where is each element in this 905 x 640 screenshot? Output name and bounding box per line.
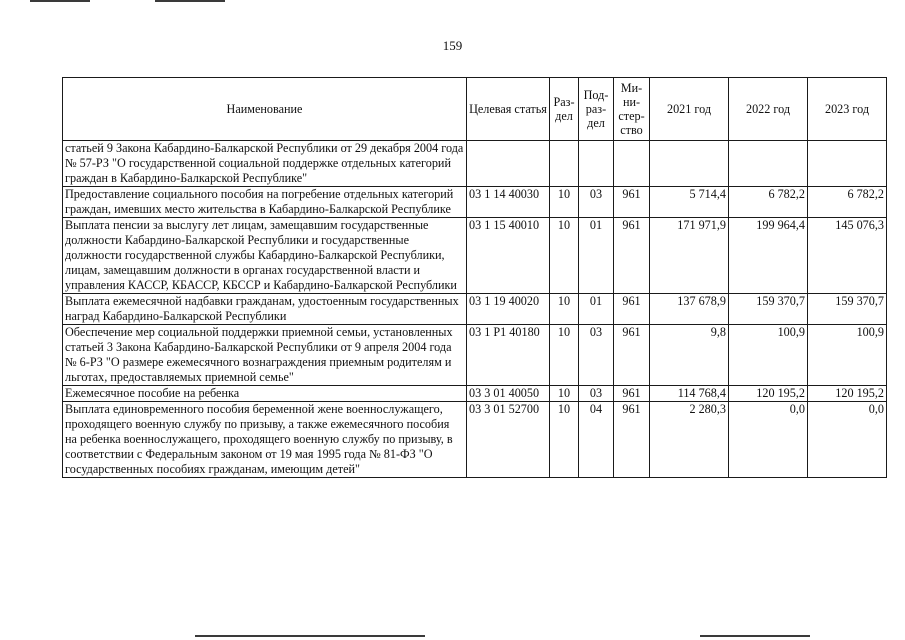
row-subsection: 04 (579, 402, 614, 478)
row-name: Выплата единовременного пособия беременной жене военнослужащего, проходящего военную службу по призыву, а также ежемесячного пособия на ребенка военнослужащего, проходящего военную службу по призыву, в соответствии с Федеральным законом от 19 мая 1995 года № 81-ФЗ "О государственных пособиях гражданам, имеющим детей" (63, 402, 467, 478)
row-2022: 100,9 (729, 325, 808, 386)
header-2022: 2022 год (729, 78, 808, 141)
row-target: 03 1 14 40030 (467, 187, 550, 218)
row-2021: 9,8 (650, 325, 729, 386)
row-target: 03 3 01 40050 (467, 386, 550, 402)
row-name: Выплата ежемесячной надбавки гражданам, удостоенным государственных наград Кабардино-Балкарской Республики (63, 294, 467, 325)
row-section: 10 (550, 402, 579, 478)
row-2021: 114 768,4 (650, 386, 729, 402)
row-2023: 6 782,2 (808, 187, 887, 218)
row-section: 10 (550, 187, 579, 218)
header-2021: 2021 год (650, 78, 729, 141)
scan-artifact-top-left (30, 0, 90, 2)
row-subsection: 01 (579, 218, 614, 294)
row-2022 (729, 141, 808, 187)
row-2022: 199 964,4 (729, 218, 808, 294)
table-row (63, 386, 887, 402)
table-row (63, 141, 887, 187)
row-target (467, 141, 550, 187)
row-name: статьей 9 Закона Кабардино-Балкарской Республики от 29 декабря 2004 года № 57-РЗ "О государственной социальной поддержке отдельных категорий граждан в Кабардино-Балкарской Республике" (63, 141, 467, 187)
row-target: 03 1 P1 40180 (467, 325, 550, 386)
header-ministry: Ми-ни-стер-ство (614, 78, 650, 141)
row-2023: 145 076,3 (808, 218, 887, 294)
table-row (63, 325, 887, 386)
header-name: Наименование (63, 78, 467, 141)
row-target: 03 1 19 40020 (467, 294, 550, 325)
row-2022: 159 370,7 (729, 294, 808, 325)
row-2021: 5 714,4 (650, 187, 729, 218)
row-ministry: 961 (614, 325, 650, 386)
table-row (63, 187, 887, 218)
row-2021: 2 280,3 (650, 402, 729, 478)
scan-artifact-bottom-left (195, 635, 425, 637)
row-2022: 0,0 (729, 402, 808, 478)
row-2023: 120 195,2 (808, 386, 887, 402)
table-row (63, 294, 887, 325)
table-row (63, 218, 887, 294)
page-number: 159 (442, 38, 463, 53)
scan-artifact-top-mid (155, 0, 225, 2)
row-section: 10 (550, 325, 579, 386)
row-target: 03 3 01 52700 (467, 402, 550, 478)
row-target: 03 1 15 40010 (467, 218, 550, 294)
row-section: 10 (550, 294, 579, 325)
row-subsection: 03 (579, 325, 614, 386)
header-2023: 2023 год (808, 78, 887, 141)
row-name: Выплата пенсии за выслугу лет лицам, замещавшим государственные должности Кабардино-Балкарской Республики и государственные должности государственной службы Кабардино-Балкарской Республики, лицам, замещавшим должности в органах государственной власти и управления КАССР, КБАССР, КБССР и Кабардино-Балкарской Республики (63, 218, 467, 294)
table-row (63, 402, 887, 478)
header-section: Раз-дел (550, 78, 579, 141)
row-2021: 171 971,9 (650, 218, 729, 294)
row-section: 10 (550, 386, 579, 402)
row-ministry: 961 (614, 294, 650, 325)
row-name: Ежемесячное пособие на ребенка (63, 386, 467, 402)
budget-table (62, 77, 887, 478)
row-2023: 159 370,7 (808, 294, 887, 325)
header-target: Целевая статья (467, 78, 550, 141)
row-section: 10 (550, 218, 579, 294)
scan-artifact-bottom-right (700, 635, 810, 637)
row-2023 (808, 141, 887, 187)
row-2023: 0,0 (808, 402, 887, 478)
row-ministry: 961 (614, 187, 650, 218)
row-subsection (579, 141, 614, 187)
row-ministry: 961 (614, 402, 650, 478)
row-2021: 137 678,9 (650, 294, 729, 325)
row-name: Обеспечение мер социальной поддержки приемной семьи, установленных статьей 3 Закона Кабардино-Балкарской Республики от 9 апреля 2004 года № 6-РЗ "О размере ежемесячного вознаграждения приемным родителям и льготах, предоставляемых приемной семье" (63, 325, 467, 386)
row-section (550, 141, 579, 187)
row-subsection: 03 (579, 187, 614, 218)
row-2022: 120 195,2 (729, 386, 808, 402)
row-2021 (650, 141, 729, 187)
row-2022: 6 782,2 (729, 187, 808, 218)
row-2023: 100,9 (808, 325, 887, 386)
row-ministry (614, 141, 650, 187)
row-ministry: 961 (614, 386, 650, 402)
row-name: Предоставление социального пособия на погребение отдельных категорий граждан, имевших место жительства в Кабардино-Балкарской Республике (63, 187, 467, 218)
row-subsection: 01 (579, 294, 614, 325)
row-ministry: 961 (614, 218, 650, 294)
row-subsection: 03 (579, 386, 614, 402)
header-subsection: Под-раз-дел (579, 78, 614, 141)
table-header-row (63, 78, 887, 141)
